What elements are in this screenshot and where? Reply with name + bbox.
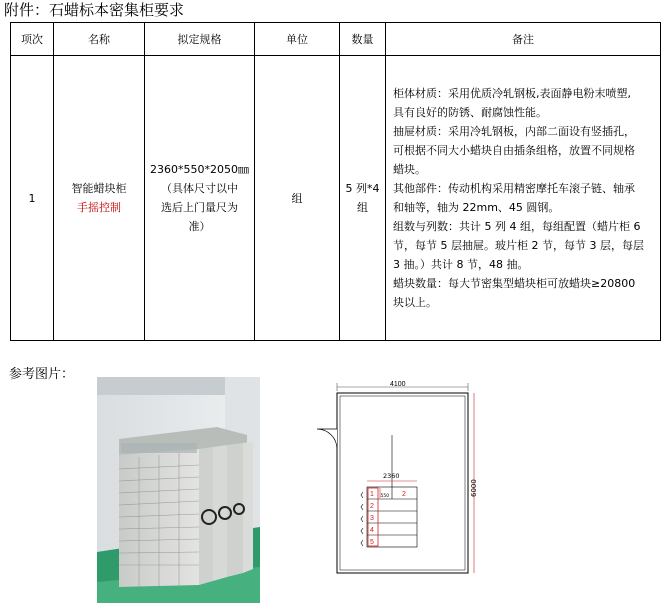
remark-line: 其他部件：传动机构采用精密摩托车滚子链、轴承 (393, 182, 635, 195)
document-title: 附件：石蜡标本密集柜要求 (4, 1, 185, 19)
plan-cabinet-depth-label: 550 (380, 494, 390, 499)
cabinet-photo (97, 377, 260, 603)
remark-line: 蜡块。 (393, 163, 426, 176)
name-line1: 智能蜡块柜 (71, 182, 127, 195)
plan-cabinet-width-label: 2360 (383, 472, 400, 480)
spec-line4: 准） (188, 220, 211, 233)
header-remarks: 备注 (386, 23, 661, 56)
cell-remarks (386, 56, 661, 341)
plan-column-label: 1 (370, 491, 374, 498)
cell-unit: 组 (255, 56, 340, 341)
spec-line3: 选后上门量尺为 (161, 201, 238, 214)
table-header-row (11, 23, 661, 56)
plan-column-label: 3 (370, 515, 374, 522)
remark-line: 具有良好的防锈、耐腐蚀性能。 (393, 106, 547, 119)
remark-line: 3 抽。）共计 8 节，48 抽。 (393, 258, 529, 271)
cell-index: 1 (11, 56, 54, 341)
name-line2: 手摇控制 (77, 201, 121, 214)
header-quantity: 数量 (340, 23, 386, 56)
plan-column-label: 2 (370, 503, 374, 510)
table-row (11, 56, 661, 341)
remark-line: 组数与列数：共计 5 列 4 组，每组配置（蜡片柜 6 (393, 220, 641, 233)
cell-quantity: 5 列*4 组 (340, 56, 386, 341)
header-index: 项次 (11, 23, 54, 56)
remark-line: 蜡块数量：每大节密集型蜡块柜可放蜡块≥20800 (393, 277, 636, 290)
remark-line: 抽屉材质：采用冷轧钢板，内部二面设有竖插孔， (393, 125, 635, 138)
header-name: 名称 (54, 23, 145, 56)
floor-plan-diagram (310, 377, 485, 577)
plan-width-label: 4100 (390, 381, 406, 388)
header-spec: 拟定规格 (145, 23, 255, 56)
plan-depth-label: 6000 (470, 479, 478, 497)
remark-line: 和轴等，轴为 22mm、45 圆钢。 (393, 201, 560, 214)
spec-line2: （具体尺寸以中 (161, 182, 238, 195)
reference-label: 参考图片： (9, 367, 75, 382)
cell-name (54, 56, 145, 341)
header-unit: 单位 (255, 23, 340, 56)
spec-table (10, 22, 661, 341)
plan-group-label: 2 (402, 491, 406, 498)
plan-column-label: 4 (370, 527, 374, 534)
spec-line1: 2360*550*2050㎜ (150, 163, 249, 176)
plan-column-label: 5 (370, 539, 374, 546)
cell-spec (145, 56, 255, 341)
remark-line: 柜体材质：采用优质冷轧钢板,表面静电粉末喷塑, (393, 87, 631, 100)
remark-line: 节，每节 5 层抽屉。玻片柜 2 节，每节 3 层，每层 (393, 239, 644, 252)
remark-line: 可根据不同大小蜡块自由插条组格，放置不同规格 (393, 144, 635, 157)
remark-line: 块以上。 (393, 296, 437, 309)
